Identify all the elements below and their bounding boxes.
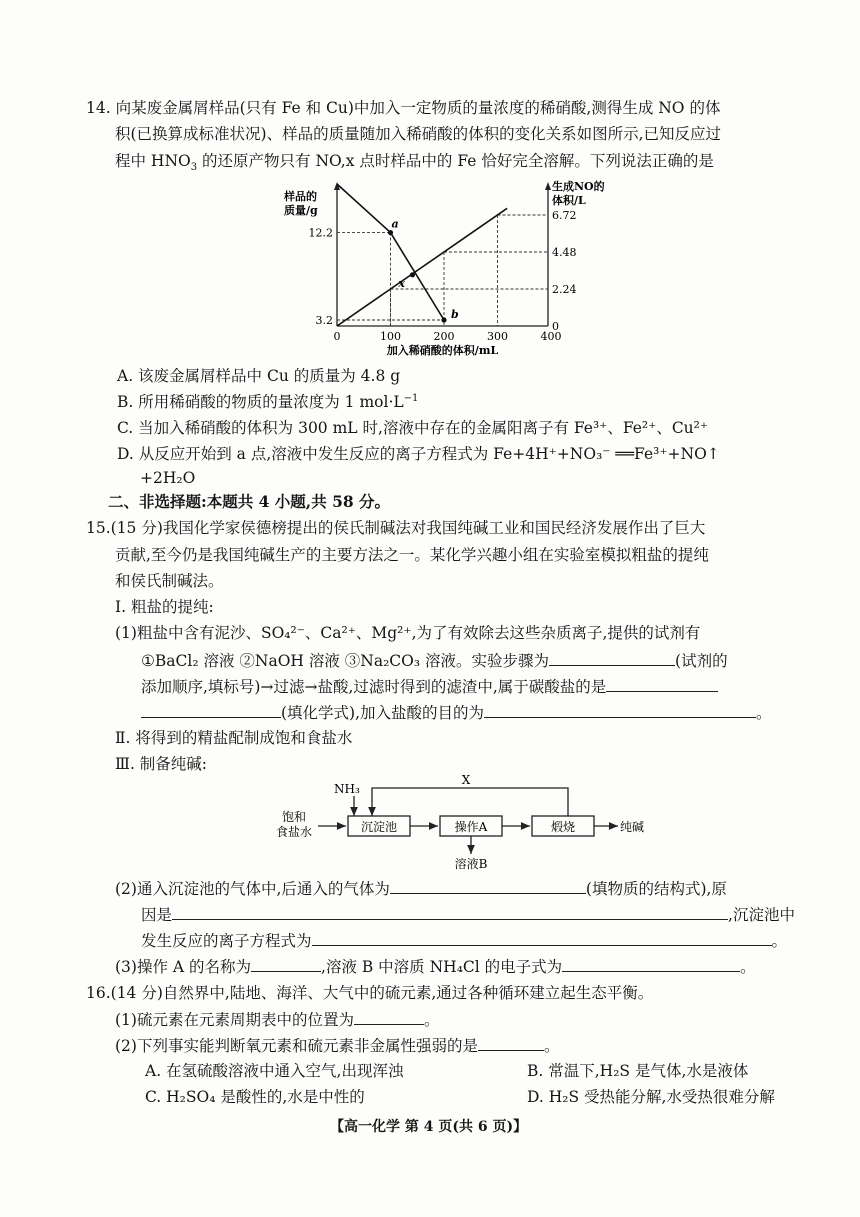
q15-line1: 15.(15 分)我国化学家侯德榜提出的侯氏制碱法对我国纯碱工业和国民经济发展作出了巨大: [86, 519, 706, 537]
answer-blank[interactable]: [312, 929, 772, 946]
y-axis-left-label-line1: 样品的: [284, 190, 317, 203]
chart-layer: [283, 179, 605, 357]
y-right-tick-label: 2.24: [552, 283, 577, 296]
answer-blank[interactable]: [484, 701, 756, 718]
q14-option-b-sup: −1: [403, 392, 419, 404]
point-label: b: [451, 308, 459, 321]
answer-blank[interactable]: [549, 649, 675, 666]
point-label: a: [391, 217, 399, 231]
x-tick-label: 0: [333, 330, 341, 343]
q14-option-a: A. 该废金属屑样品中 Cu 的质量为 4.8 g: [117, 367, 401, 385]
flow-filtrate-label: 溶液B: [454, 857, 488, 871]
q15-s1-line4-a: (填化学式),加入盐酸的目的为: [281, 704, 485, 722]
x-tick-label: 100: [380, 330, 401, 343]
q14-line2: 积(已换算成标准状况)、样品的质量随加入稀硝酸的体积的变化关系如图所示,已知反应过: [115, 125, 722, 143]
flow-box2-label: 操作A: [454, 820, 488, 834]
q14-line3-a: 程中 HNO: [115, 152, 191, 170]
q15-s1-line2-a: ①BaCl₂ 溶液 ②NaOH 溶液 ③Na₂CO₃ 溶液。实验步骤为: [141, 652, 550, 670]
q15-s1-line4: [141, 701, 772, 724]
y-left-tick-label: 3.2: [315, 314, 333, 327]
flow-x-label: X: [461, 773, 471, 787]
q14-option-d-cont: +2H₂O: [140, 469, 196, 487]
q15-s2-line1-b: (填物质的结构式),原: [585, 880, 727, 898]
answer-blank[interactable]: [172, 903, 728, 920]
q15-line2: 贡献,至今仍是我国纯碱生产的主要方法之一。某化学兴趣小组在实验室模拟粗盐的提纯: [115, 546, 709, 564]
data-point: [410, 272, 415, 277]
y-right-tick-label: 4.48: [552, 246, 577, 259]
y-axis-right-label-line1: 生成NO的: [552, 180, 605, 193]
q16-line1: 16.(14 分)自然界中,陆地、海洋、大气中的硫元素,通过各种循环建立起生态平衡。: [86, 984, 654, 1002]
flow-box3-label: 煅烧: [550, 820, 576, 834]
q14-option-d: D. 从反应开始到 a 点,溶液中发生反应的离子方程式为 Fe+4H⁺+NO₃⁻ ══Fe³⁺+NO↑: [117, 445, 720, 463]
q16-s2: [115, 1034, 559, 1057]
q15-s3-a: (3)操作 A 的名称为: [115, 958, 252, 976]
no-volume-line: [337, 208, 507, 326]
q15-s1-line3-a: 添加顺序,填标号)→过滤→盐酸,过滤时得到的滤渣中,属于碳酸盐的是: [141, 678, 607, 696]
q15-s3-line: [115, 955, 756, 978]
answer-blank[interactable]: [478, 1034, 544, 1051]
q15-part3-heading: Ⅲ. 制备纯碱:: [115, 755, 208, 773]
q15-part2-heading: Ⅱ. 将得到的精盐配制成饱和食盐水: [115, 729, 353, 747]
q14-line3: [115, 150, 714, 172]
q15-s2-line3: [141, 929, 787, 952]
flow-box1-label: 沉淀池: [360, 820, 398, 834]
y-axis-right-arrow: [545, 182, 551, 190]
q15-s2-line1-a: (2)通入沉淀池的气体中,后通入的气体为: [115, 880, 390, 898]
q14-chart: [280, 178, 620, 368]
y-right-tick-label: 0: [552, 320, 559, 333]
q15-s1-line2-b: (试剂的: [675, 652, 728, 670]
q15-part1-heading: Ⅰ. 粗盐的提纯:: [115, 598, 214, 616]
q15-s2-line2-b: ,沉淀池中: [728, 906, 795, 924]
q14-line3-sub: 3: [190, 162, 198, 174]
x-tick-label: 300: [487, 330, 508, 343]
q14-number: 14.: [86, 99, 111, 117]
q16-option-d: D. H₂S 受热能分解,水受热很难分解: [527, 1088, 775, 1106]
q15-s2-line1: [115, 877, 727, 900]
q15-s3-c: 。: [740, 958, 756, 976]
x-tick-label: 200: [433, 330, 455, 343]
point-label: x: [398, 276, 405, 290]
x-tick-label: 400: [540, 330, 562, 343]
y-left-tick-label: 12.2: [308, 226, 333, 240]
answer-blank[interactable]: [251, 955, 321, 972]
q14-option-c: C. 当加入稀硝酸的体积为 300 mL 时,溶液中存在的金属阳离子有 Fe³⁺、Fe²⁺、Cu²⁺: [117, 419, 709, 437]
section-heading: 二、非选择题:本题共 4 小题,共 58 分。: [108, 492, 391, 511]
data-point: [441, 317, 446, 322]
q16-s2-a: (2)下列事实能判断氧元素和硫元素非金属性强弱的是: [115, 1037, 478, 1055]
q15-s1-line2: [141, 649, 728, 672]
flow-input-line1: 饱和: [281, 810, 307, 824]
y-axis-left-label-line2: 质量/g: [284, 204, 318, 217]
q16-s2-b: 。: [543, 1037, 560, 1055]
flow-output-label: 纯碱: [620, 820, 645, 834]
q16-s1-b: 。: [423, 1011, 440, 1029]
answer-blank[interactable]: [390, 877, 586, 894]
q16-s1-a: (1)硫元素在元素周期表中的位置为: [115, 1011, 354, 1029]
flow-recycle-line: [372, 788, 568, 816]
q16-option-a: A. 在氢硫酸溶液中通入空气,出现浑浊: [145, 1062, 404, 1080]
q16-option-b: B. 常温下,H₂S 是气体,水是液体: [527, 1062, 749, 1080]
q14-option-b: [117, 391, 418, 413]
answer-blank[interactable]: [141, 701, 281, 718]
q14-line3-b: 的还原产物只有 NO,x 点时样品中的 Fe 恰好完全溶解。下列说法正确的是: [197, 152, 714, 170]
q15-line3: 和侯氏制碱法。: [115, 572, 224, 590]
q15-s1-line1: (1)粗盐中含有泥沙、SO₄²⁻、Ca²⁺、Mg²⁺,为了有效除去这些杂质离子,提供的试剂有: [115, 624, 701, 642]
answer-blank[interactable]: [606, 675, 718, 692]
page-footer: 【高一化学 第 4 页(共 6 页)】: [330, 1119, 528, 1135]
y-axis-right-label-line2: 体积/L: [552, 194, 586, 207]
flow-nh3-label: NH₃: [334, 782, 360, 796]
q14-option-b-text: B. 所用稀硝酸的物质的量浓度为 1 mol·L: [117, 393, 404, 411]
flow-input-line2: 食盐水: [275, 825, 313, 839]
answer-blank[interactable]: [562, 955, 740, 972]
q15-s3-b: ,溶液 B 中溶质 NH₄Cl 的电子式为: [321, 958, 563, 976]
q15-s2-line3-a: 发生反应的离子方程式为: [141, 932, 312, 950]
answer-blank[interactable]: [354, 1008, 424, 1025]
q15-s2-line2: [141, 903, 795, 926]
x-axis-label: 加入稀硝酸的体积/mL: [386, 344, 499, 357]
q15-s1-line3: [141, 675, 718, 698]
q14-line1: [86, 97, 720, 119]
q15-s2-line2-a: 因是: [141, 906, 173, 924]
q14-line1-text: 向某废金属屑样品(只有 Fe 和 Cu)中加入一定物质的量浓度的稀硝酸,测得生成 NO 的体: [115, 99, 721, 117]
q15-s1-line4-b: 。: [756, 704, 772, 722]
data-point: [388, 230, 393, 235]
q16-s1: [115, 1008, 439, 1031]
q15-s2-line3-b: 。: [771, 932, 788, 950]
flow-diagram: [270, 772, 670, 872]
q16-option-c: C. H₂SO₄ 是酸性的,水是中性的: [145, 1088, 365, 1106]
y-right-tick-label: 6.72: [552, 209, 577, 222]
